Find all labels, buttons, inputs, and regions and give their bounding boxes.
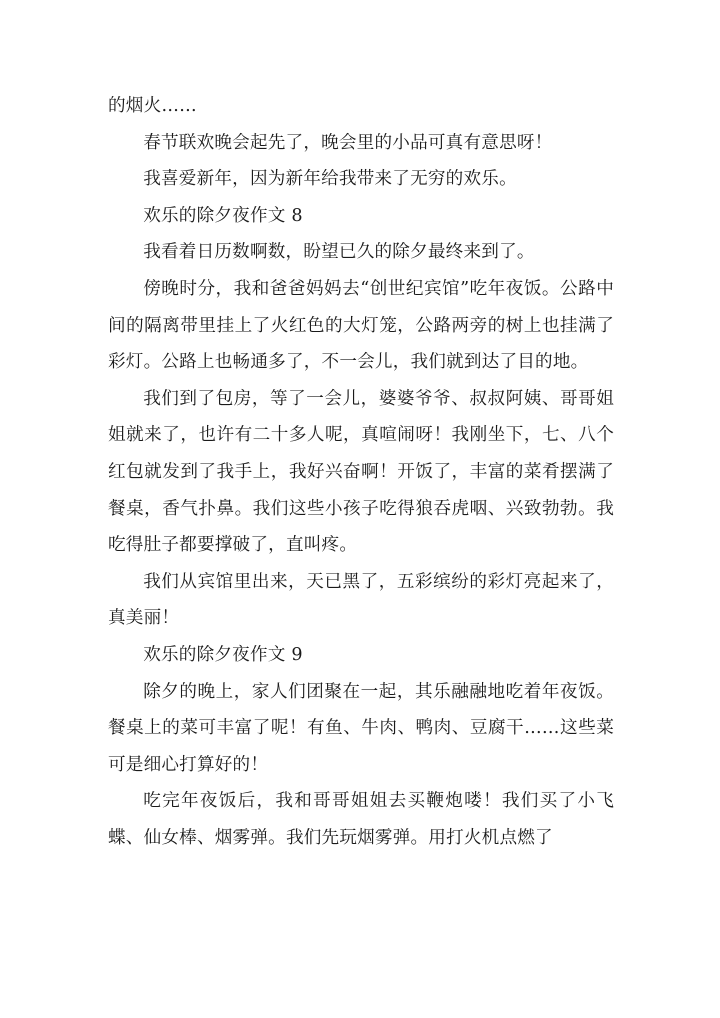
paragraph: 我看着日历数啊数，盼望已久的除夕最终来到了。 [143,242,535,263]
paragraph: 的烟火…… [108,96,197,116]
section-heading: 欢乐的除夕夜作文 8 [143,205,303,226]
paragraph: 吃完年夜饭后，我和哥哥姐姐去买鞭炮喽！我们买了小飞蝶、仙女棒、烟雾弹。我们先玩烟雾弹。用打火机点燃了 [108,791,614,848]
paragraph: 除夕的晚上，家人们团聚在一起，其乐融融地吃着年夜饭。餐桌上的菜可丰富了呢！有鱼、牛肉、鸭肉、豆腐干……这些菜可是细心打算好的！ [108,681,614,775]
paragraph: 我喜爱新年，因为新年给我带来了无穷的欢乐。 [143,169,517,190]
paragraph: 我们从宾馆里出来，天已黑了，五彩缤纷的彩灯亮起来了，真美丽！ [108,571,614,629]
document-body [108,88,614,856]
paragraph: 傍晚时分，我和爸爸妈妈去“创世纪宾馆”吃年夜饭。公路中间的隔离带里挂上了火红色的大灯笼，公路两旁的树上也挂满了彩灯。公路上也畅通多了，不一会儿，我们就到达了目的地。 [108,278,614,373]
section-heading: 欢乐的除夕夜作文 9 [143,644,303,665]
paragraph: 春节联欢晚会起先了，晚会里的小品可真有意思呀！ [143,132,553,153]
paragraph: 我们到了包房，等了一会儿，婆婆爷爷、叔叔阿姨、哥哥姐姐就来了，也许有二十多人呢，真喧闹呀！我刚坐下，七、八个红包就发到了我手上，我好兴奋啊！开饭了，丰富的菜肴摆满了餐桌，香气扑鼻。我们这些小孩子吃得狼吞虎咽、兴致勃勃。我吃得肚子都要撑破了，直叫疼。 [108,388,614,556]
